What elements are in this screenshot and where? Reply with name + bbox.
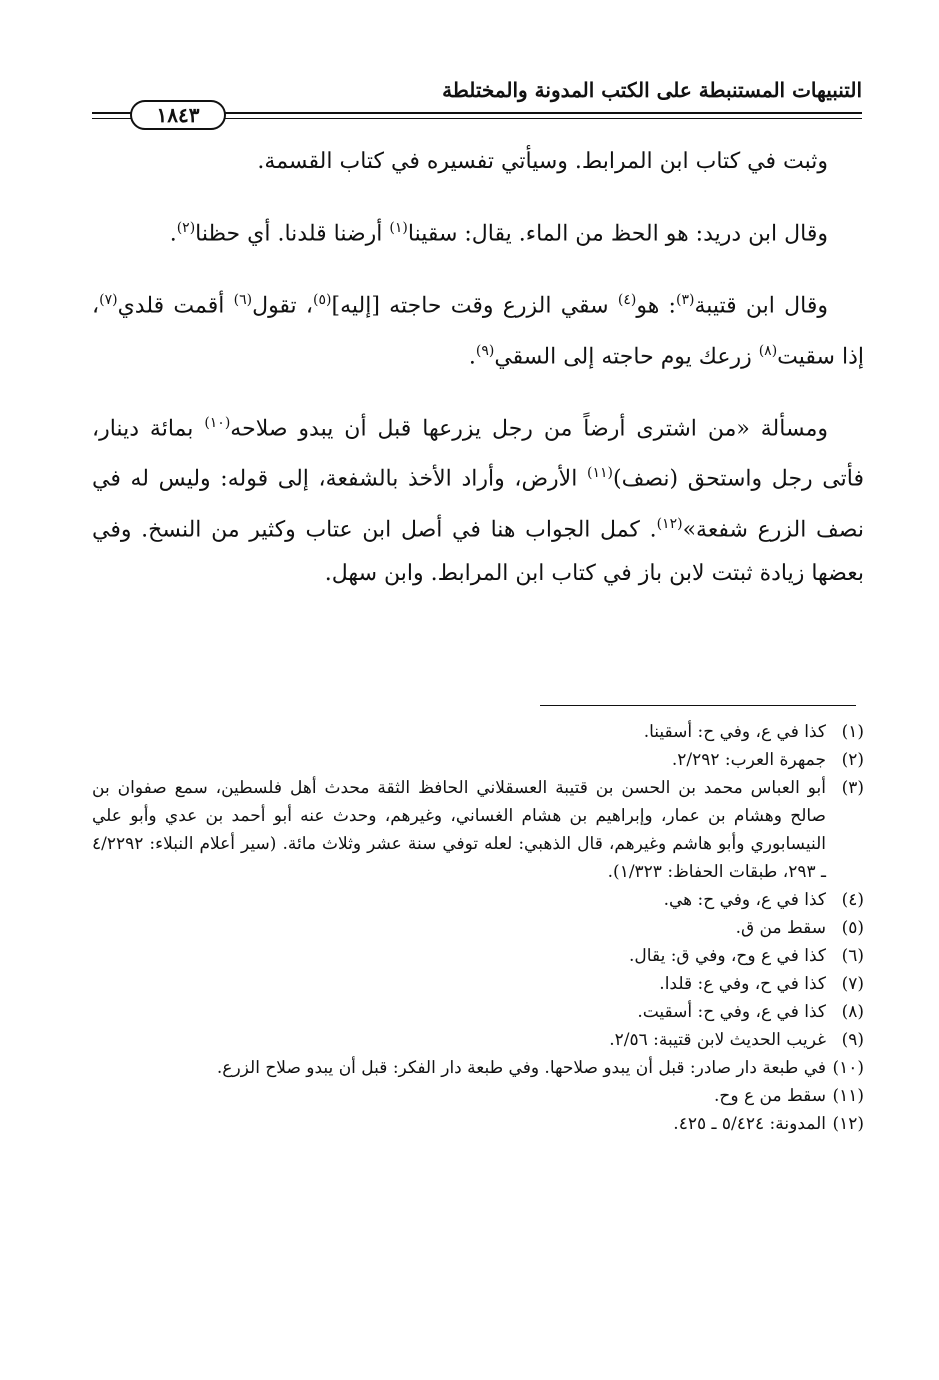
text-run: بمائة دينار، فأتى رجل واستحق (نصف) [92, 416, 864, 492]
text-run: أقمت قلدي [117, 293, 234, 319]
footnotes [92, 718, 864, 1138]
footnote-ref: (٦) [233, 292, 253, 309]
footnote-text: أبو العباس محمد بن الحسن بن قتيبة العسقلاني الحافظ الثقة محدث أهل فلسطين، سمع صفوان بن صالح وهشام بن عمار، وإبراهيم بن هشام الغساني، وغيرهم، وحدث عنه أبو أحمد بن عدي وأبو علي النيسابوري وأبو هاشم وغيرهم، قال الذهبي: لعله توفي سنة عشر وثلاث مائة. (سير أعلام النبلاء: ٤/٢٢٩٢ ـ ٢٩٣، طبقات الحفاظ: ١/٣٢٣). [92, 778, 826, 882]
footnote-ref: (٧) [99, 292, 118, 309]
footnote-text: سقط من ع وح. [714, 1086, 826, 1106]
paragraph [92, 206, 864, 256]
footnote-number: (١٢) [832, 1114, 864, 1134]
text-run: وقال ابن دريد: هو الحظ من الماء. يقال: سقينا [407, 221, 828, 247]
text-run: . [169, 221, 177, 247]
footnote-number: (٨) [841, 1002, 864, 1022]
footnote-text: غريب الحديث لابن قتيبة: ٢/٥٦. [609, 1030, 826, 1050]
footnote-number: (٩) [841, 1030, 864, 1050]
paragraph [92, 140, 864, 184]
footnote-ref: (٢) [176, 220, 196, 236]
footnote-ref: (٣) [675, 292, 695, 309]
footnote-text: كذا في ح، وفي ع: قلدا. [659, 974, 826, 994]
text-run: وقال ابن قتيبة [694, 293, 828, 319]
text-run: . [468, 343, 476, 369]
footnote-ref: (١٢) [656, 515, 683, 532]
footnote-number: (٧) [841, 974, 864, 994]
footnote-number: (١) [841, 722, 864, 742]
text-run: وثبت في كتاب ابن المرابط. وسيأتي تفسيره في كتاب القسمة. [257, 149, 828, 174]
footnote-ref: (٥) [313, 292, 332, 309]
text-run: ، تقول [252, 293, 314, 319]
footnote [92, 774, 864, 886]
text-run: . كمل الجواب هنا في أصل ابن عتاب وكثير من النسخ. وفي بعضها زيادة ثبتت لابن باز في كتاب ابن المرابط. وابن سهل. [92, 516, 864, 586]
footnote [92, 1026, 864, 1054]
footnote [92, 1054, 864, 1082]
text-run: ومسألة «من اشترى أرضاً من رجل يزرعها قبل أن يبدو صلاحه [230, 416, 828, 442]
page-header [92, 70, 862, 130]
footnote [92, 1082, 864, 1110]
footnote [92, 970, 864, 998]
text-run: الأرض، وأراد الأخذ بالشفعة، إلى قوله: وليس له في نصف الزرع شفعة» [92, 466, 865, 542]
footnote-text: المدونة: ٥/٤٢٤ ـ ٤٢٥. [673, 1114, 826, 1134]
footnote [92, 746, 864, 774]
footnote-text: جمهرة العرب: ٢/٢٩٢. [671, 750, 826, 770]
footnote-ref: (١) [389, 220, 408, 236]
footnote-separator [540, 705, 856, 706]
text-run: : هو [636, 293, 676, 319]
footnote-text: كذا في ع، وفي ح: هي. [663, 890, 826, 910]
footnote [92, 886, 864, 914]
footnote-number: (٢) [841, 750, 864, 770]
footnote-number: (٦) [841, 946, 864, 966]
footnote-text: سقط من ق. [735, 918, 826, 938]
footnote-text: كذا في ع وح، وفي ق: يقال. [629, 946, 826, 966]
paragraph [92, 401, 864, 596]
paragraph [92, 278, 864, 379]
footnote-ref: (٩) [475, 342, 495, 359]
footnote-text: كذا في ع، وفي ح: أسقيت. [637, 1002, 826, 1022]
footnote-number: (٣) [841, 778, 864, 798]
footnote-number: (١٠) [832, 1058, 864, 1078]
footnote-ref: (٤) [617, 292, 637, 309]
text-run: زرعك يوم حاجته إلى السقي [494, 343, 759, 369]
footnote [92, 942, 864, 970]
running-title: التنبيهات المستنبطة على الكتب المدونة والمختلطة [442, 78, 862, 102]
footnote-ref: (١١) [587, 465, 613, 482]
page-number: ١٨٤٣ [130, 100, 226, 130]
footnote-ref: (١٠) [204, 414, 231, 431]
footnote [92, 998, 864, 1026]
main-text [92, 140, 864, 618]
footnote-text: في طبعة دار صادر: قبل أن يبدو صلاحها. وفي طبعة دار الفكر: قبل أن يبدو صلاح الزرع. [216, 1058, 826, 1078]
footnote [92, 1110, 864, 1138]
footnote-number: (٤) [841, 890, 864, 910]
footnote [92, 914, 864, 942]
text-run: ، إذا سقيت [92, 293, 864, 369]
text-run: سقي الزرع وقت حاجته [إليه] [331, 293, 618, 319]
footnote [92, 718, 864, 746]
footnote-number: (١١) [832, 1086, 864, 1106]
footnote-ref: (٨) [758, 342, 778, 359]
text-run: أرضنا قلدنا. أي حظنا [195, 221, 390, 247]
footnote-text: كذا في ع، وفي ح: أسقينا. [643, 722, 826, 742]
footnote-number: (٥) [841, 918, 864, 938]
